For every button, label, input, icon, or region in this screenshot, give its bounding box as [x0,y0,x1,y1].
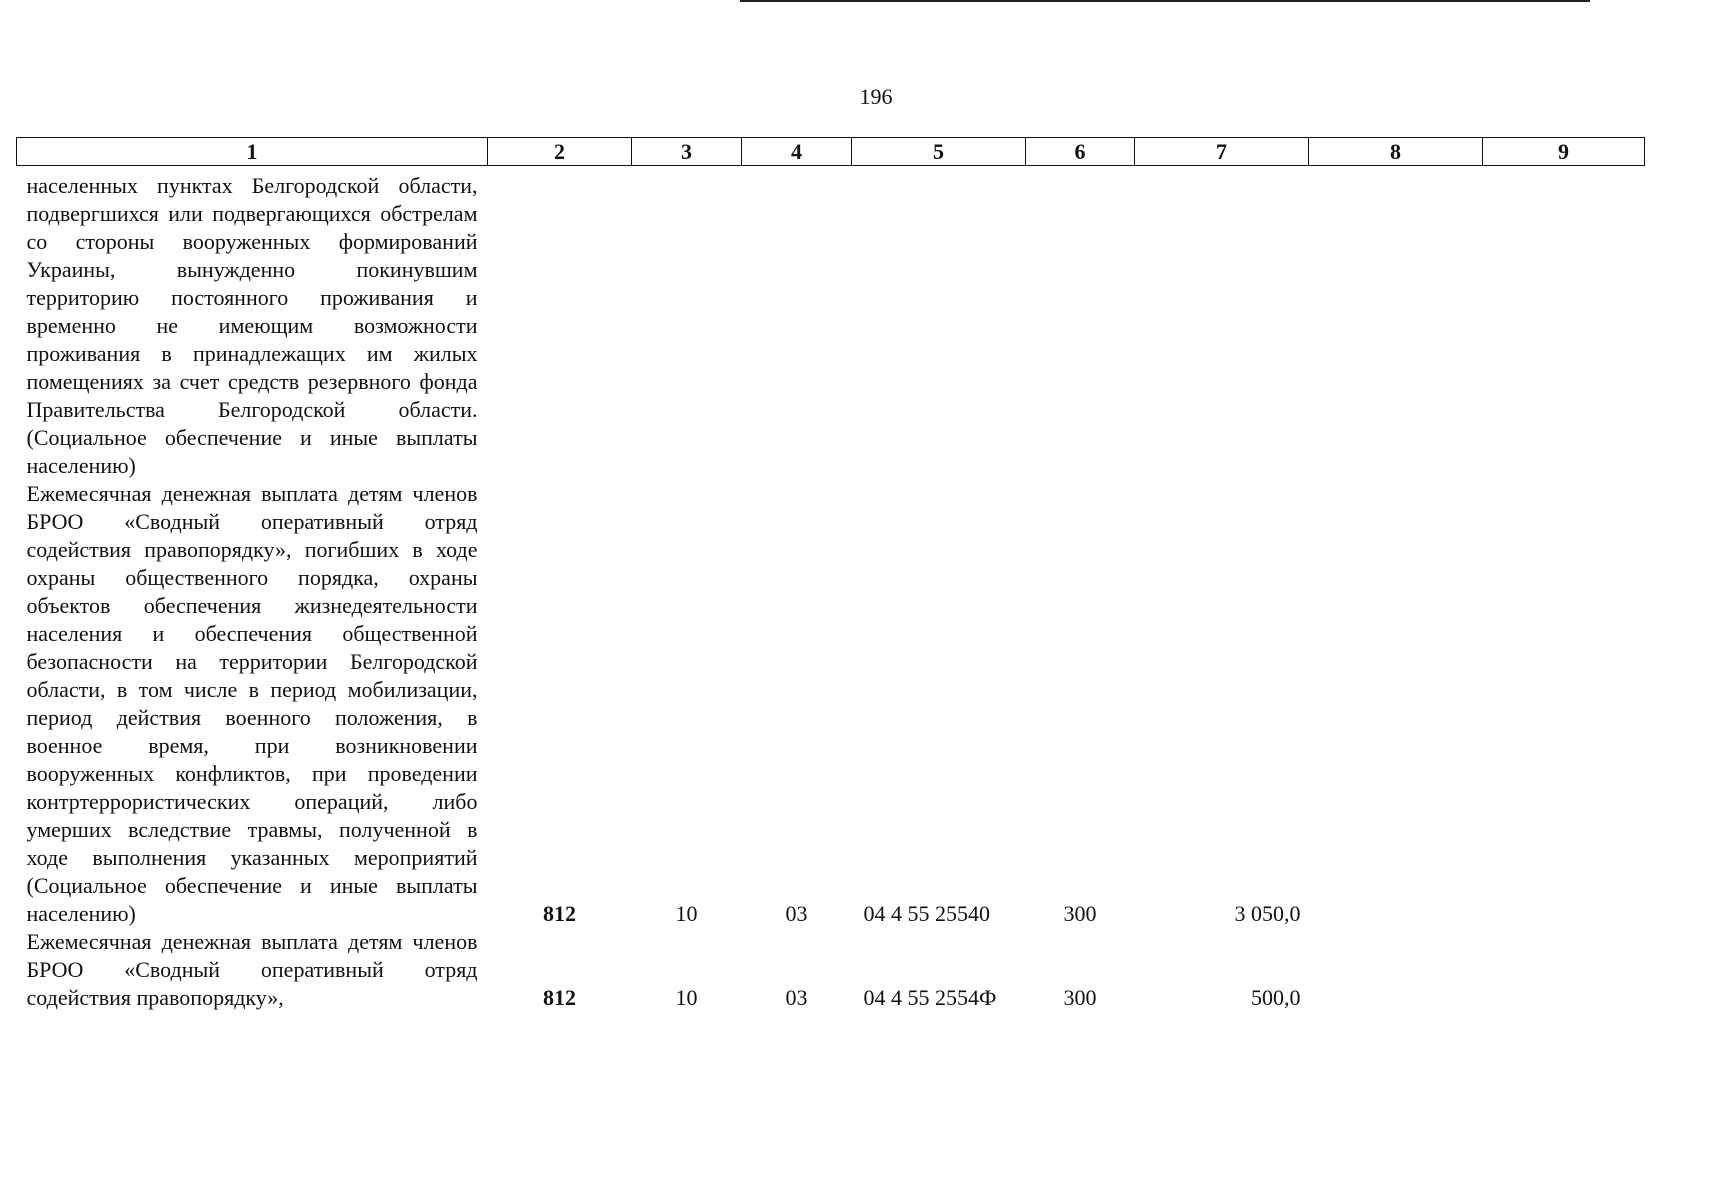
row-description: Ежемесячная денежная выплата детям членов БРОО «Сводный оперативный отряд содействия правопорядку», погибших в ходе охраны общественного порядка, охраны объектов обеспечения жизнедеятельности населения и обеспечения общественной безопасности на территории Белгородской области, в том числе в период мобилизации, период действия военного положения, в военное время, при возникновении вооруженных конфликтов, при проведении контртеррористических операций, либо умерших вследствие травмы, полученной в ходе выполнения указанных мероприятий (Социальное обеспечение и иные выплаты населению) [26,481,478,926]
column-header-7: 7 [1135,138,1309,166]
row-description: населенных пунктах Белгородской области, подвергшихся или подвергающихся обстрелам со стороны вооруженных формирований Украины, вынужденно покинувшим территорию постоянного проживания и временно не имеющим возможности проживания в принадлежащих им жилых помещениях за счет средств резервного фонда Правительства Белгородской области. (Социальное обеспечение и иные выплаты населению) [26,173,478,478]
cell-section: 10 [675,985,698,1010]
cell-col9 [1483,480,1645,928]
header-row [17,138,1645,166]
cell-subsection [742,172,852,480]
cell-col8 [1309,928,1483,1012]
column-header-4: 4 [742,138,852,166]
cell-ministry-code: 812 [543,985,576,1010]
cell-col8 [1309,172,1483,480]
cell-amount: 3 050,0 [1234,901,1301,926]
cell-amount: 500,0 [1251,985,1301,1010]
table-row [17,172,1645,480]
column-header-6: 6 [1026,138,1135,166]
column-header-1: 1 [17,138,488,166]
column-header-3: 3 [632,138,742,166]
cell-subsection: 03 [785,985,808,1010]
cell-col9 [1483,928,1645,1012]
cell-col8 [1309,480,1483,928]
cell-expense-type: 300 [1063,901,1097,926]
top-edge-rule [740,0,1590,2]
row-description: Ежемесячная денежная выплата детям членов БРОО «Сводный оперативный отряд содействия правопорядку», [26,929,478,1010]
column-header-8: 8 [1309,138,1483,166]
table-row [17,928,1645,1012]
cell-section: 10 [675,901,698,926]
cell-target-article: 04 4 55 25540 [863,901,990,926]
column-header-5: 5 [852,138,1026,166]
cell-section [632,172,742,480]
cell-ministry-code: 812 [543,901,576,926]
column-header-2: 2 [488,138,632,166]
budget-table [16,137,1645,1012]
cell-expense-type [1026,172,1135,480]
cell-amount [1135,172,1309,480]
cell-subsection: 03 [785,901,808,926]
cell-col9 [1483,172,1645,480]
column-header-9: 9 [1483,138,1645,166]
cell-ministry-code [488,172,632,480]
cell-expense-type: 300 [1063,985,1097,1010]
cell-target-article: 04 4 55 2554Ф [863,985,997,1010]
cell-target-article [852,172,1026,480]
table-row [17,480,1645,928]
page-number: 196 [859,84,893,109]
